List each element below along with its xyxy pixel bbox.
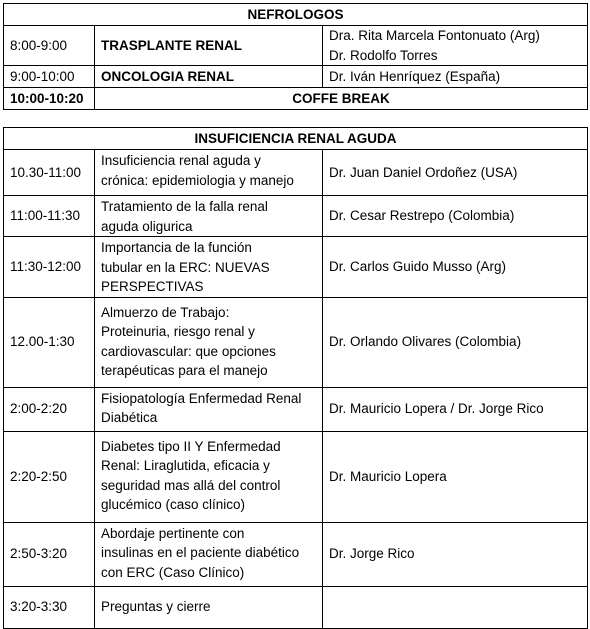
topic-line: Diabetes tipo II Y Enfermedad: [101, 438, 281, 454]
topic-line: Almuerzo de Trabajo:: [101, 304, 230, 320]
time-cell: 11:00-11:30: [4, 196, 95, 237]
topic-line: aguda oligurica: [101, 218, 193, 234]
speaker-cell: [323, 586, 588, 628]
topic-line: con ERC (Caso Clínico): [101, 564, 245, 580]
topic-cell: [95, 387, 323, 431]
coffee-break-cell: COFFE BREAK: [95, 88, 588, 110]
topic-line: Diabética: [101, 410, 158, 425]
topic-cell: ONCOLOGIA RENAL: [95, 66, 323, 88]
table-row: [4, 26, 588, 66]
table-row: [4, 522, 588, 586]
topic-cell: [95, 237, 323, 298]
speaker-cell: [323, 26, 588, 66]
topic-line: cardiovascular: que opciones: [101, 343, 276, 359]
topic-cell: Preguntas y cierre: [95, 586, 323, 628]
table-row: [4, 66, 588, 88]
table-row: [4, 237, 588, 298]
topic-cell: [95, 297, 323, 387]
topic-line: insulinas en el paciente diabético: [101, 545, 300, 560]
speaker-cell: Dr. Orlando Olivares (Colombia): [323, 297, 588, 387]
speaker-line: Dr. Rodolfo Torres: [329, 47, 438, 63]
speaker-cell: Dr. Mauricio Lopera / Dr. Jorge Rico: [323, 387, 588, 431]
speaker-cell: Dr. Carlos Guido Musso (Arg): [323, 237, 588, 298]
time-cell: 9:00-10:00: [4, 66, 95, 88]
speaker-cell: Dr. Mauricio Lopera: [323, 431, 588, 522]
time-cell: 2:00-2:20: [4, 387, 95, 431]
time-cell: 2:20-2:50: [4, 431, 95, 522]
topic-line: seguridad mas allá del control: [101, 477, 281, 493]
topic-line: Proteinuria, riesgo renal y: [101, 324, 255, 339]
table-row: [4, 431, 588, 522]
topic-cell: [95, 196, 323, 237]
topic-line: Fisiopatología Enfermedad Renal: [101, 390, 302, 406]
time-cell: 10.30-11:00: [4, 150, 95, 196]
topic-cell: [95, 431, 323, 522]
table-row: [4, 150, 588, 196]
time-cell: 2:50-3:20: [4, 522, 95, 586]
table-row: [4, 586, 588, 628]
topic-line: tubular en la ERC: NUEVAS: [101, 259, 270, 275]
speaker-cell: Dr. Juan Daniel Ordoñez (USA): [323, 150, 588, 196]
time-cell: 3:20-3:30: [4, 586, 95, 628]
time-cell: 8:00-9:00: [4, 26, 95, 66]
speaker-cell: Dr. Jorge Rico: [323, 522, 588, 586]
table-row: [4, 88, 588, 110]
topic-line: Abordaje pertinente con: [101, 525, 245, 541]
topic-line: glucémico (caso clínico): [101, 497, 246, 512]
speaker-cell: Dr. Iván Henríquez (España): [323, 66, 588, 88]
break-time-cell: 10:00-10:20: [4, 88, 95, 110]
insuficiencia-title: INSUFICIENCIA RENAL AGUDA: [4, 128, 588, 150]
topic-line: Renal: Liraglutida, eficacia y: [101, 458, 270, 473]
topic-line: Importancia de la función: [101, 240, 252, 255]
table-row: [4, 387, 588, 431]
topic-line: Insuficiencia renal aguda y: [101, 153, 261, 168]
nefrologos-table: [3, 3, 588, 110]
speaker-line: Dra. Rita Marcela Fontonuato (Arg): [329, 28, 540, 43]
topic-cell: TRASPLANTE RENAL: [95, 26, 323, 66]
table-row: [4, 196, 588, 237]
topic-cell: [95, 150, 323, 196]
table-row: [4, 297, 588, 387]
nefrologos-title: NEFROLOGOS: [4, 4, 588, 26]
topic-cell: [95, 522, 323, 586]
speaker-cell: Dr. Cesar Restrepo (Colombia): [323, 196, 588, 237]
time-cell: 12.00-1:30: [4, 297, 95, 387]
topic-line: Tratamiento de la falla renal: [101, 199, 268, 214]
topic-line: PERSPECTIVAS: [101, 279, 204, 294]
topic-line: crónica: epidemiologia y manejo: [101, 172, 294, 188]
insuficiencia-table: [3, 127, 588, 629]
topic-line: terapéuticas para el manejo: [101, 363, 268, 378]
time-cell: 11:30-12:00: [4, 237, 95, 298]
